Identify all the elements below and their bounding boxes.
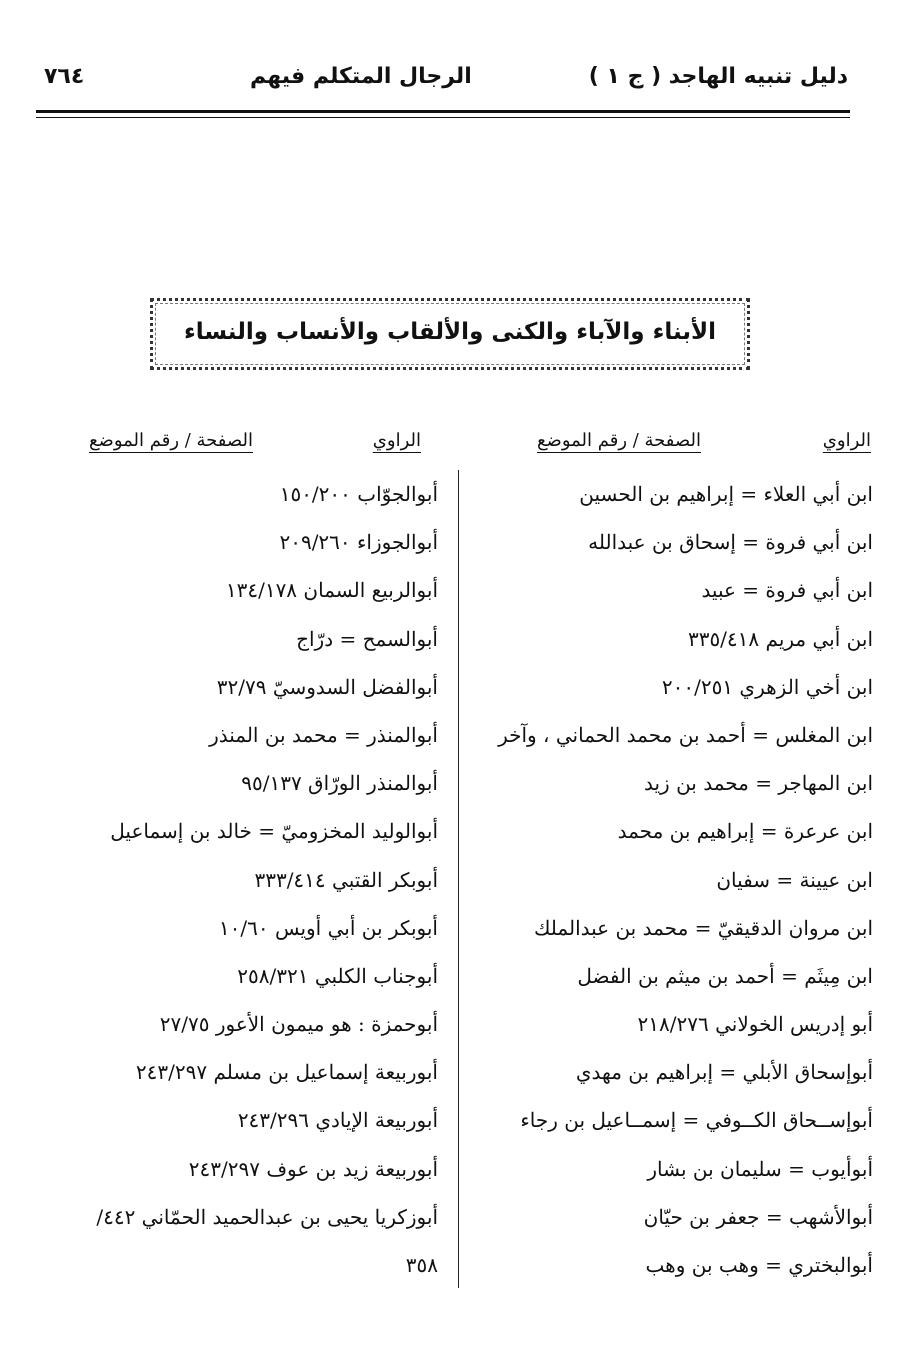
list-item: أبوالفضل السدوسيّ ٣٢/٧٩ bbox=[216, 674, 438, 699]
list-item: أبوإســحاق الكــوفي = إسمــاعيل بن رجاء bbox=[520, 1108, 873, 1133]
column-divider bbox=[458, 470, 459, 1288]
left-column-list bbox=[28, 474, 438, 1293]
list-item: أبوالأشهب = جعفر بن حيّان bbox=[643, 1204, 873, 1229]
left-col-header-narrator: الراوي bbox=[372, 430, 421, 451]
list-item: أبوالمنذر = محمد بن المنذر bbox=[209, 722, 438, 747]
list-item: أبوالسمح = درّاج bbox=[296, 626, 438, 651]
list-item: أبوالمنذر الورّاق ٩٥/١٣٧ bbox=[241, 771, 438, 796]
list-item: ابن أبي مريم ٣٣٥/٤١٨ bbox=[687, 626, 873, 651]
list-item: ابن مِيثَم = أحمد بن ميثم بن الفضل bbox=[577, 963, 873, 988]
list-item: ابن أبي العلاء = إبراهيم بن الحسين bbox=[579, 482, 873, 506]
list-item: أبوالجوزاء ٢٠٩/٢٦٠ bbox=[279, 530, 438, 555]
chapter-title: الأبناء والآباء والكنى والألقاب والأنساب والنساء bbox=[184, 319, 716, 345]
list-item: أبوزكريا يحيى بن عبدالحميد الحمّاني ٤٤٢/ bbox=[96, 1204, 438, 1229]
section-title: الرجال المتكلم فيهم bbox=[250, 64, 472, 89]
chapter-title-box bbox=[150, 298, 750, 370]
list-item: أبوحمزة : هو ميمون الأعور ٢٧/٧٥ bbox=[159, 1012, 438, 1037]
list-item: ابن مروان الدقيقيّ = محمد بن عبدالملك bbox=[533, 915, 873, 940]
book-title: دليل تنبيه الهاجد ( ج ١ ) bbox=[588, 64, 848, 89]
list-item: أبوأيوب = سليمان بن بشار bbox=[647, 1156, 873, 1181]
list-item: ابن أبي فروة = عبيد bbox=[701, 578, 873, 603]
list-item: أبوجناب الكلبي ٢٥٨/٣٢١ bbox=[237, 963, 438, 988]
right-column-list bbox=[478, 474, 873, 1293]
list-item: أبوإسحاق الأبلي = إبراهيم بن مهدي bbox=[575, 1060, 873, 1085]
list-item: أبوبكر بن أبي أويس ١٠/٦٠ bbox=[218, 915, 438, 940]
running-header bbox=[40, 62, 848, 102]
list-item: ٣٥٨ bbox=[405, 1253, 438, 1277]
list-item: ابن عرعرة = إبراهيم بن محمد bbox=[617, 819, 873, 844]
list-item: أبوربيعة الإيادي ٢٤٣/٢٩٦ bbox=[237, 1108, 438, 1133]
list-item: أبوربيعة إسماعيل بن مسلم ٢٤٣/٢٩٧ bbox=[135, 1060, 438, 1085]
list-item: أبوالجوّاب ١٥٠/٢٠٠ bbox=[279, 482, 438, 506]
list-item: أبوالوليد المخزوميّ = خالد بن إسماعيل bbox=[110, 819, 438, 844]
list-item: أبوالربيع السمان ١٣٤/١٧٨ bbox=[225, 578, 438, 603]
list-item: أبوربيعة زيد بن عوف ٢٤٣/٢٩٧ bbox=[188, 1156, 438, 1181]
header-rule-thick bbox=[36, 110, 850, 113]
list-item: ابن عيينة = سفيان bbox=[716, 867, 873, 892]
list-item: أبوالبختري = وهب بن وهب bbox=[645, 1253, 873, 1277]
list-item: ابن المغلس = أحمد بن محمد الحماني ، وآخر bbox=[498, 722, 873, 747]
list-item: أبو إدريس الخولاني ٢١٨/٢٧٦ bbox=[637, 1012, 873, 1037]
header-rule-thin bbox=[36, 117, 850, 118]
right-col-header-ref: الصفحة / رقم الموضع bbox=[536, 430, 701, 451]
list-item: ابن أبي فروة = إسحاق بن عبدالله bbox=[588, 530, 873, 555]
right-col-header-narrator: الراوي bbox=[822, 430, 871, 451]
list-item: ابن المهاجر = محمد بن زيد bbox=[643, 771, 873, 796]
page-number: ٧٦٤ bbox=[44, 64, 85, 89]
list-item: أبوبكر القتبي ٣٣٣/٤١٤ bbox=[254, 867, 438, 892]
left-col-header-ref: الصفحة / رقم الموضع bbox=[88, 430, 253, 451]
list-item: ابن أخي الزهري ٢٠٠/٢٥١ bbox=[661, 674, 873, 699]
